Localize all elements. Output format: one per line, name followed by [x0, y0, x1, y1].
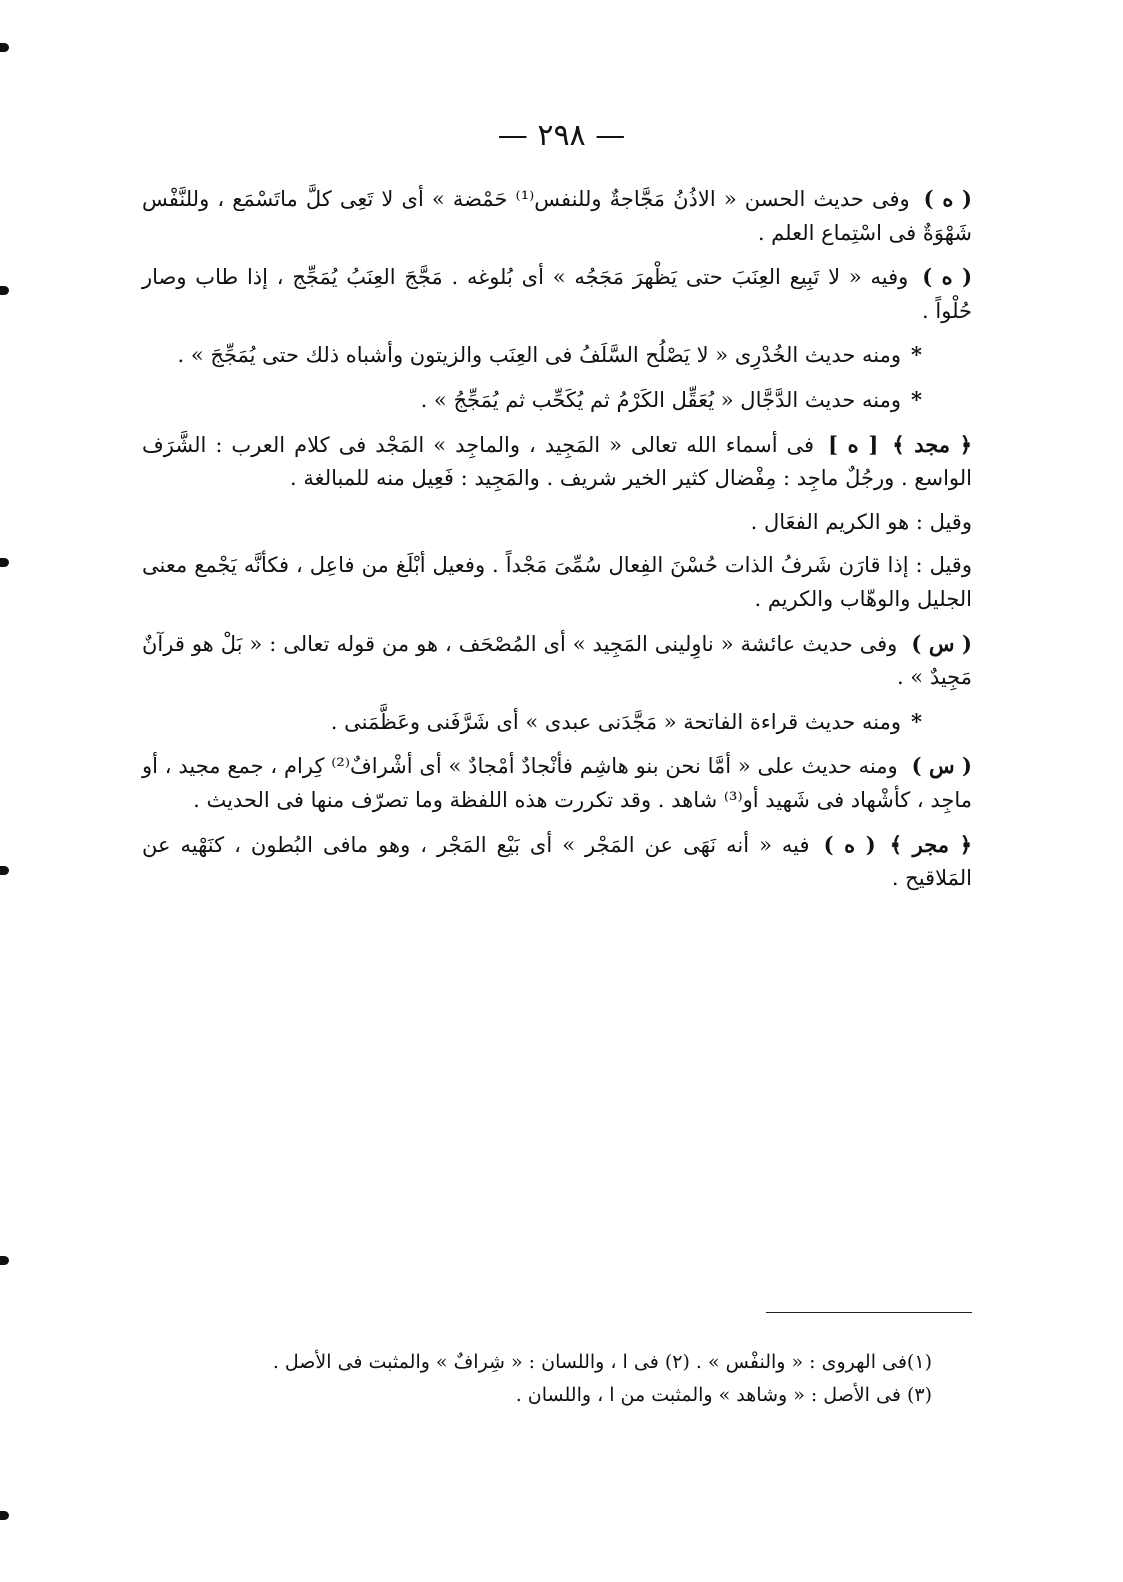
source-marker: ( س ) — [911, 753, 972, 779]
paragraph — [142, 749, 972, 817]
paragraph — [142, 338, 972, 373]
source-marker: ( ه ) — [922, 264, 973, 290]
footnote: (١)فى الهروى : « والنفْس » . (٢) فى ا ، واللسان : « شِرافٌ » والمثبت فى الأصل . — [272, 1351, 932, 1373]
scan-edge-mark — [0, 866, 9, 875]
paragraph — [142, 506, 972, 540]
footnote-divider — [766, 1312, 972, 1313]
paragraph-text: ومنه حديث الدَّجَّال « يُعَقِّل الكَرْمُ ثم يُكَحِّب ثم يُمَجِّجُ » . — [420, 387, 902, 412]
paragraph-text: وقيل : إذا قارَن شَرفُ الذات حُسْنَ الفِعال سُمِّىَ مَجْداً . وفعيل أبْلَغ من فاعِل ، فكأنَّه يَجْمع معنى الجليل والوهّاب والكريم . — [142, 553, 972, 611]
footnote: (٣) فى الأصل : « وشاهد » والمثبت من ا ، واللسان . — [515, 1384, 932, 1407]
paragraph — [142, 383, 972, 418]
paragraph-text: فيه « أنه نَهَى عن المَجْر » أى بَيْع المَجْر ، وهو مافى البُطون ، كنَهْيه عن المَلاقيح . — [142, 832, 972, 891]
paragraph-text: وفى حديث الحسن « الاذُنُ مَجَّاجةٌ وللنفس⁽¹⁾ حَمْضة » أى لا تَعِى كلَّ ماتَسْمَع ، وللنَّفْس شَهْوَةٌ فى اسْتِماع العلم . — [142, 187, 972, 245]
scan-edge-mark — [0, 558, 9, 567]
star-marker: * — [911, 708, 922, 734]
paragraph-text: وفيه « لا تَبِيع العِنَبَ حتى يَظْهرَ مَجَجُه » أى بُلوغه . مَجَّجَ العِنَبُ يُمَجِّج ، إذا طاب وصار حُلْواً . — [142, 265, 972, 323]
entry-headword: ﴿ مجد ﴾ — [892, 431, 972, 457]
paragraph — [142, 549, 972, 616]
source-marker: ( ه ) — [823, 831, 876, 857]
paragraph — [142, 705, 972, 740]
paragraph-text: ومنه حديث قراءة الفاتحة « مَجَّدَنى عبدى » أى شَرَّفَنى وعَظَّمَنى . — [330, 709, 902, 734]
page-number: — ٢٩٨ — — [497, 118, 626, 153]
paragraph-text: وفى حديث عائشة « ناوِلينى المَجِيد » أى المُصْحَف ، هو من قوله تعالى : « بَلْ هو قرآنٌ مَجِيدٌ » . — [142, 631, 972, 690]
source-marker: ( س ) — [911, 630, 972, 656]
entry-paragraph — [142, 828, 972, 896]
paragraph — [142, 627, 972, 695]
paragraph — [142, 182, 972, 250]
source-marker: [ ه ] — [828, 431, 879, 457]
star-marker: * — [911, 386, 922, 412]
entry-headword: ﴿ مجر ﴾ — [889, 831, 973, 857]
entry-paragraph — [142, 428, 972, 496]
footnotes — [142, 1346, 932, 1413]
scan-edge-mark — [0, 286, 9, 295]
star-marker: * — [911, 342, 922, 368]
paragraph-text: وقيل : هو الكريم الفعَال . — [750, 509, 972, 534]
paragraph — [142, 260, 972, 328]
paragraph-text: ومنه حديث على « أمَّا نحن بنو هاشِم فأنْجادٌ أمْجادٌ » أى أشْرافٌ⁽²⁾ كِرام ، جمع مجيد ، أو ماجِد ، كأشْهاد فى شَهيد أو⁽³⁾ شاهد . وقد تكررت هذه اللفظة وما تصرّف منها فى الحديث . — [142, 754, 972, 812]
scan-edge-mark — [0, 1511, 9, 1520]
paragraph-text: فى أسماء الله تعالى « المَجِيد ، والماجِد » المَجْد فى كلام العرب : الشَّرَف الواسع . ورجُلٌ ماجِد : مِفْضال كثير الخير شريف . والمَجِيد : فَعِيل منه للمبالغة . — [142, 432, 972, 491]
source-marker: ( ه ) — [923, 186, 972, 211]
main-text — [142, 182, 972, 906]
scan-edge-mark — [0, 1256, 9, 1265]
scan-edge-mark — [0, 43, 9, 52]
paragraph-text: ومنه حديث الخُدْرِى « لا يَصْلُح السَّلَفُ فى العِنَب والزيتون وأشباه ذلك حتى يُمَجِّجَ » . — [177, 343, 902, 368]
